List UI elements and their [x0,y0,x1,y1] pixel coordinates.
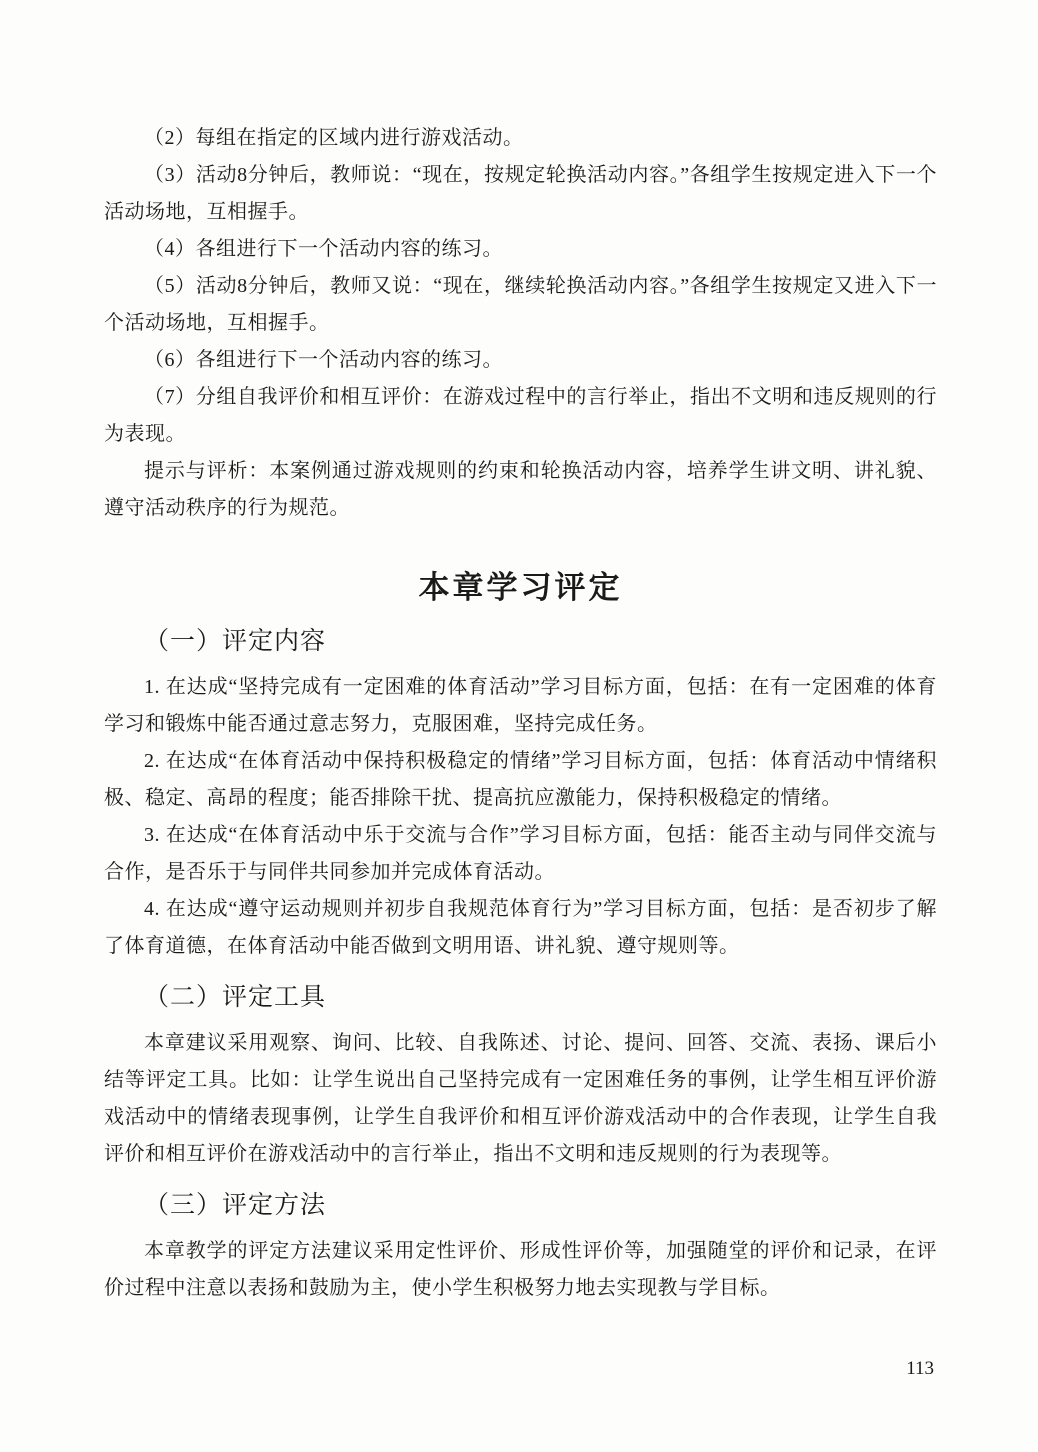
paragraph: （4）各组进行下一个活动内容的练习。 [144,238,503,260]
page-number: 113 [906,1358,934,1379]
paragraph: （3）活动8分钟后，教师说：“现在，按规定轮换活动内容。”各组学生按规定进入下一个活动场地，互相握手。 [104,164,937,223]
paragraph: 提示与评析：本案例通过游戏规则的约束和轮换活动内容，培养学生讲文明、讲礼貌、遵守活动秩序的行为规范。 [104,460,937,519]
paragraph: 3. 在达成“在体育活动中乐于交流与合作”学习目标方面，包括：能否主动与同伴交流与合作，是否乐于与同伴共同参加并完成体育活动。 [104,824,937,883]
paragraph: （7）分组自我评价和相互评价：在游戏过程中的言行举止，指出不文明和违反规则的行为表现。 [104,386,937,445]
subheading: （三）评定方法 [144,1192,327,1219]
subheading: （一）评定内容 [144,628,327,655]
paragraph: 2. 在达成“在体育活动中保持积极稳定的情绪”学习目标方面，包括：体育活动中情绪积极、稳定、高昂的程度；能否排除干扰、提高抗应激能力，保持积极稳定的情绪。 [104,750,937,809]
document-content [104,120,937,1307]
paragraph: 1. 在达成“坚持完成有一定困难的体育活动”学习目标方面，包括：在有一定困难的体育学习和锻炼中能否通过意志努力，克服困难，坚持完成任务。 [104,676,937,735]
chapter-heading: 本章学习评定 [418,570,623,605]
paragraph: （2）每组在指定的区域内进行游戏活动。 [144,127,524,149]
paragraph: 4. 在达成“遵守运动规则并初步自我规范体育行为”学习目标方面，包括：是否初步了解了体育道德，在体育活动中能否做到文明用语、讲礼貌、遵守规则等。 [104,898,937,957]
paragraph: （5）活动8分钟后，教师又说：“现在，继续轮换活动内容。”各组学生按规定又进入下一个活动场地，互相握手。 [104,275,937,334]
paragraph: 本章建议采用观察、询问、比较、自我陈述、讨论、提问、回答、交流、表扬、课后小结等评定工具。比如：让学生说出自己坚持完成有一定困难任务的事例，让学生相互评价游戏活动中的情绪表现事例，让学生自我评价和相互评价游戏活动中的合作表现，让学生自我评价和相互评价在游戏活动中的言行举止，指出不文明和违反规则的行为表现等。 [104,1032,937,1165]
paragraph: 本章教学的评定方法建议采用定性评价、形成性评价等，加强随堂的评价和记录，在评价过程中注意以表扬和鼓励为主，使小学生积极努力地去实现教与学目标。 [104,1240,937,1299]
paragraph: （6）各组进行下一个活动内容的练习。 [144,349,503,371]
subheading: （二）评定工具 [144,984,327,1011]
